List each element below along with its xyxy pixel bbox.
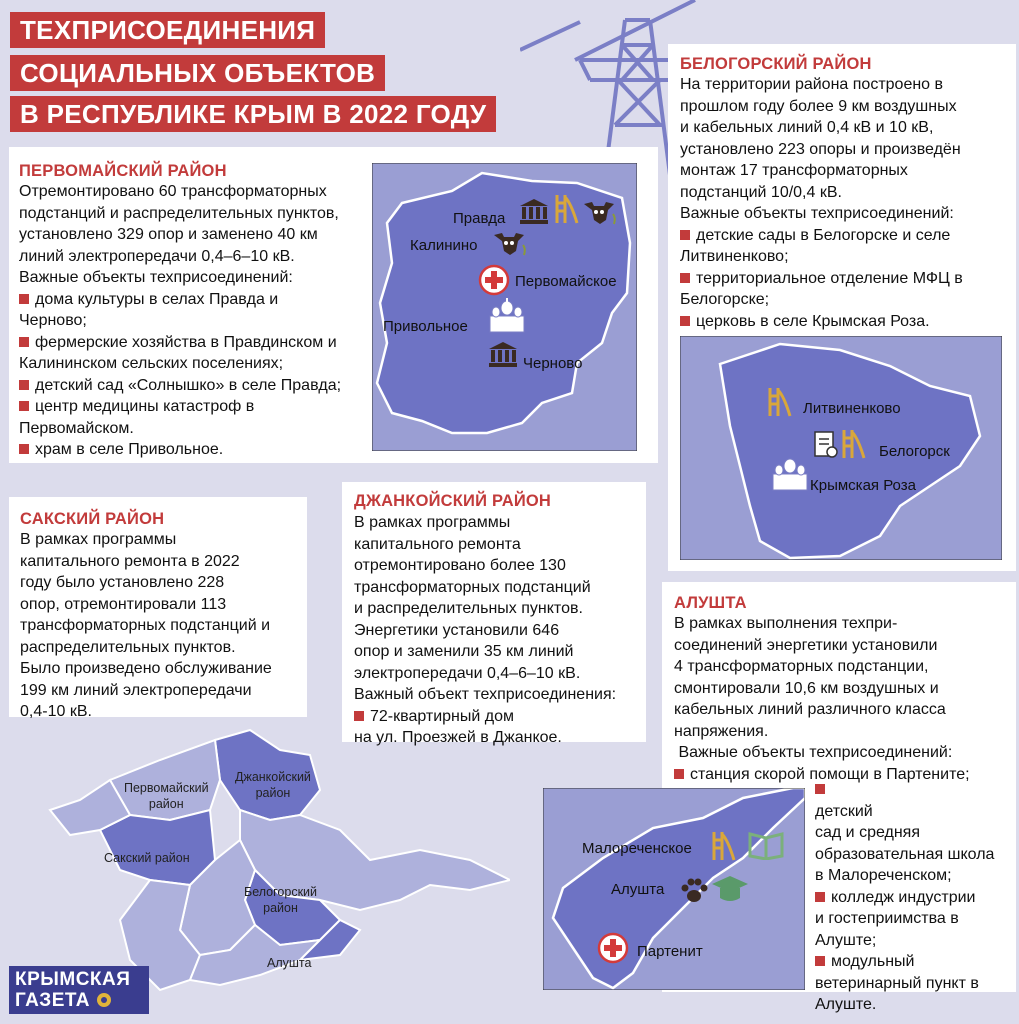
map-label-privolnoe: Привольное <box>383 318 468 335</box>
map-label-belogorsk: Белогорск <box>879 443 950 460</box>
mfc-document-icon <box>812 428 840 460</box>
bullet-item: церковь в селе Крымская Роза. <box>680 311 963 333</box>
map-label-partenit: Партенит <box>637 943 703 960</box>
map-label-alushta: Алушта <box>611 881 665 898</box>
map-label-chernovo: Черново <box>523 355 583 372</box>
dzhankoysky-text: В рамках программы капитального ремонта отремонтировано более 130 трансформаторных подстанций и распределительных пунктов. Энергетики установили 646 опор и заменили 35 км линий электропередачи 0,4–6–10 кВ. Важный объект техприсоединения: 72-квартирный дом на ул. Проезжей в Джанкое. <box>354 514 617 746</box>
culture-house-icon <box>487 340 519 368</box>
crimea-label-dzhankoysky: Джанкойский район <box>235 770 311 800</box>
church-icon <box>771 456 809 492</box>
crimea-label-belogorsky: Белогорский район <box>244 885 317 915</box>
alushta-text: В рамках выполнения техпри- соединений энергетики установили 4 трансформаторных подстанции, смонтировали 10,6 км воздушных и кабельных линий различного класса напряжения. Важные объекты техприсоединений: станция скорой помощи в Партените; <box>674 613 970 785</box>
belogorsky-text: На территории района построено в прошлом году более 9 км воздушных и кабельных линий 0,4 кВ и 10 кВ, установлено 223 опоры и произведён монтаж 17 трансформаторных подстанций 10/0,4 кВ. Важные объекты техприсоединений: детские сады в Белогорске и селе Литвиненково; территориальное отделение МФЦ в Белогорске; церковь в селе Крымская Роза. <box>680 74 963 332</box>
map-label-krymskaya-roza: Крымская Роза <box>810 477 916 494</box>
bullet-item: фермерские хозяйства в Правдинском и <box>19 332 341 354</box>
vet-paw-icon <box>678 875 710 907</box>
medical-cross-icon <box>597 932 629 964</box>
map-label-kalinino: Калинино <box>410 237 478 254</box>
alushta-bullets-right: детский сад и средняя образовательная школа в Малореченском; колледж индустрии и гостеприимства в Алуште; модульный ветеринарный пункт в Алуште. <box>815 779 994 1016</box>
kindergarten-slide-icon <box>553 189 579 225</box>
bullet-item: колледж индустрии <box>815 887 994 909</box>
bullet-item: храм в селе Привольное. <box>19 439 341 461</box>
saksky-heading: САКСКИЙ РАЙОН <box>20 510 165 528</box>
kindergarten-slide-icon <box>840 424 866 460</box>
logo-line-2: ГАЗЕТА <box>15 990 91 1011</box>
logo-line-1: КРЫМСКАЯ <box>15 969 131 990</box>
bullet-item: детские сады в Белогорске и селе <box>680 225 963 247</box>
map-label-pervomayskoe: Первомайское <box>515 273 617 290</box>
kindergarten-slide-icon <box>710 826 736 862</box>
church-icon <box>488 298 526 334</box>
bullet-item: центр медицины катастроф в <box>19 396 341 418</box>
map-label-pravda: Правда <box>453 210 506 227</box>
farm-cow-icon <box>582 198 618 226</box>
bullet-item: детский сад «Солнышко» в селе Правда; <box>19 375 341 397</box>
bullet-item: дома культуры в селах Правда и <box>19 289 341 311</box>
logo-emblem-icon <box>95 991 113 1009</box>
bullet-item: станция скорой помощи в Партените; <box>674 764 970 786</box>
title-line-3: В РЕСПУБЛИКЕ КРЫМ В 2022 ГОДУ <box>10 96 496 132</box>
crimea-label-pervomaisky: Первомайский район <box>124 781 209 811</box>
bullet-item: модульный <box>815 951 994 973</box>
medical-cross-icon <box>478 264 510 296</box>
title-line-2: СОЦИАЛЬНЫХ ОБЪЕКТОВ <box>10 55 385 91</box>
farm-cow-icon <box>492 229 528 257</box>
bullet-item: территориальное отделение МФЦ в <box>680 268 963 290</box>
kindergarten-slide-icon <box>766 382 792 418</box>
title-line-1: ТЕХПРИСОЕДИНЕНИЯ <box>10 12 325 48</box>
crimea-label-saksky: Сакский район <box>104 851 190 865</box>
culture-house-icon <box>518 197 550 225</box>
map-label-litvinenkovo: Литвиненково <box>803 400 901 417</box>
bullet-item <box>815 779 994 801</box>
dzhankoysky-heading: ДЖАНКОЙСКИЙ РАЙОН <box>354 492 552 510</box>
map-label-malorechenskoe: Малореченское <box>582 840 692 857</box>
school-book-icon <box>747 828 785 860</box>
crimea-label-alushta: Алушта <box>267 956 312 970</box>
alushta-heading: АЛУШТА <box>674 594 747 612</box>
krymskaya-gazeta-logo <box>9 966 149 1014</box>
saksky-text: В рамках программы капитального ремонта в 2022 году было установлено 228 опор, отремонтировали 113 трансформаторных подстанций и распределительных пунктов. Было произведено обслуживание 199 км линий электропередачи 0,4-10 кВ. <box>20 531 272 720</box>
pervomaisky-text: Отремонтировано 60 трансформаторных подстанций и распределительных пунктов, установлено 329 опор и заменено 40 км линий электропередачи 0,4–6–10 кВ. Важные объекты техприсоединений: дома культуры в селах Правда и Черново; фермерские хозяйства в Правдинском и Калининском сельских поселениях; детский сад «Солнышко» в селе Правда; центр медицины катастроф в Первомайском. храм в селе Привольное. <box>19 181 341 461</box>
pervomaisky-heading: ПЕРВОМАЙСКИЙ РАЙОН <box>19 162 227 180</box>
college-cap-icon <box>710 872 750 908</box>
belogorsky-heading: БЕЛОГОРСКИЙ РАЙОН <box>680 55 872 73</box>
bullet-item: 72-квартирный дом <box>354 706 616 728</box>
